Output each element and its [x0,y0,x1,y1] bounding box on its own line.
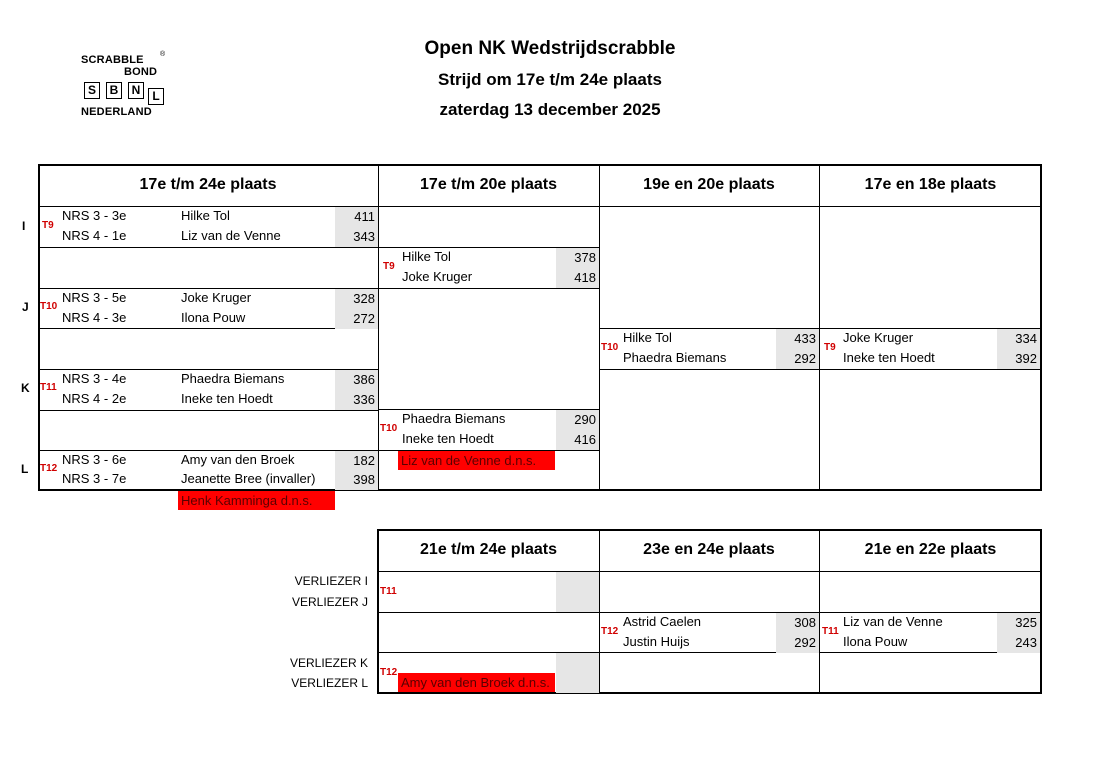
player-score: 328 [335,289,378,309]
column-header: 17e en 18e plaats [864,176,997,193]
player-score: 292 [776,349,819,369]
row-divider [38,328,378,329]
logo-line2: BOND [124,66,158,78]
table-tag: T11 [380,586,397,597]
seed-slot: NRS 4 - 3e [62,310,127,325]
player-score: 343 [335,227,378,247]
row-label: I [22,219,26,233]
table-tag: T12 [601,626,619,637]
player-name: Justin Huijs [623,634,690,649]
player-name: Joke Kruger [402,269,473,284]
seed-slot: NRS 4 - 1e [62,228,127,243]
logo-tile-n: N [128,82,144,99]
row-divider [38,410,378,411]
match-box-bottom [599,369,1042,370]
seed-slot: NRS 3 - 6e [62,452,127,467]
player-score: 398 [335,470,378,490]
player-name: Phaedra Biemans [181,371,285,386]
table-tag: T10 [40,301,58,312]
player-score: 334 [997,329,1040,349]
lower-header-divider [377,571,1042,572]
table-tag: T12 [40,463,58,474]
column-header: 17e t/m 20e plaats [420,176,557,193]
player-name: Phaedra Biemans [402,411,506,426]
logo-tile-l: L [148,88,164,105]
table-tag: T11 [822,626,839,637]
player-score: 418 [556,268,599,288]
player-score: 308 [776,613,819,633]
seed-slot: NRS 3 - 5e [62,290,127,305]
row-divider [38,247,378,248]
seed-slot: NRS 3 - 4e [62,371,127,386]
table-tag: T9 [42,220,54,231]
player-name: Ineke ten Hoedt [181,391,273,406]
column-header: 23e en 24e plaats [643,541,775,558]
player-name: Phaedra Biemans [623,350,727,365]
player-score: 378 [556,248,599,268]
logo-tile-b: B [106,82,122,99]
column-header: 17e t/m 24e plaats [139,176,277,193]
player-name: Amy van den Broek [181,452,295,467]
player-score: 386 [335,370,378,390]
column-header: 21e en 22e plaats [864,541,997,558]
table-tag: T9 [383,261,395,272]
player-name: Hilke Tol [623,330,672,345]
dns-note: Liz van de Venne d.n.s. [398,451,555,470]
row-label: J [22,300,29,314]
column-header: 21e t/m 24e plaats [420,541,557,558]
page-subtitle: Strijd om 17e t/m 24e plaats [438,70,662,89]
player-score: 272 [335,309,378,329]
loser-label: VERLIEZER L [291,676,368,690]
player-score: 392 [997,349,1040,369]
player-score: 182 [335,451,378,471]
upper-col-divider [378,164,379,491]
player-name: Hilke Tol [402,249,451,264]
seed-slot: NRS 4 - 2e [62,391,127,406]
dns-note: Henk Kamminga d.n.s. [178,491,335,510]
score-cell-empty [556,653,599,693]
player-name: Ilona Pouw [181,310,246,325]
player-score: 243 [997,633,1040,653]
player-name: Ineke ten Hoedt [843,350,935,365]
player-name: Hilke Tol [181,208,230,223]
player-name: Astrid Caelen [623,614,702,629]
player-name: Liz van de Venne [181,228,281,243]
dns-note: Amy van den Broek d.n.s. [398,673,555,692]
player-score: 290 [556,410,599,430]
player-score: 411 [335,207,378,227]
table-tag: T10 [380,423,398,434]
page-title: Open NK Wedstrijdscrabble [424,38,676,59]
table-tag: T11 [40,382,57,393]
player-name: Liz van de Venne [843,614,943,629]
row-label: K [21,381,30,395]
loser-label: VERLIEZER J [291,595,368,609]
player-name: Jeanette Bree (invaller) [181,471,316,486]
match-box-bottom [378,288,599,289]
event-date: zaterdag 13 december 2025 [439,100,661,119]
scrabble-bond-logo [80,51,175,124]
column-header: 19e en 20e plaats [643,176,775,193]
loser-label: VERLIEZER K [289,656,368,670]
table-tag: T12 [380,667,398,678]
player-name: Ineke ten Hoedt [402,431,494,446]
logo-line3: NEDERLAND [81,106,152,118]
logo-line1: SCRABBLE [81,54,144,66]
player-score: 325 [997,613,1040,633]
logo-tile-s: S [84,82,100,99]
row-divider [377,652,1042,653]
loser-label: VERLIEZER I [294,574,368,588]
player-name: Ilona Pouw [843,634,908,649]
player-score: 292 [776,633,819,653]
row-label: L [21,462,29,476]
seed-slot: NRS 3 - 3e [62,208,127,223]
table-tag: T10 [601,342,619,353]
seed-slot: NRS 3 - 7e [62,471,127,486]
player-name: Joke Kruger [843,330,914,345]
logo-registered-mark: ® [160,51,166,58]
table-tag: T9 [824,342,836,353]
player-score: 416 [556,430,599,450]
player-score: 336 [335,390,378,410]
player-name: Joke Kruger [181,290,252,305]
score-cell-empty [556,572,599,612]
player-score: 433 [776,329,819,349]
